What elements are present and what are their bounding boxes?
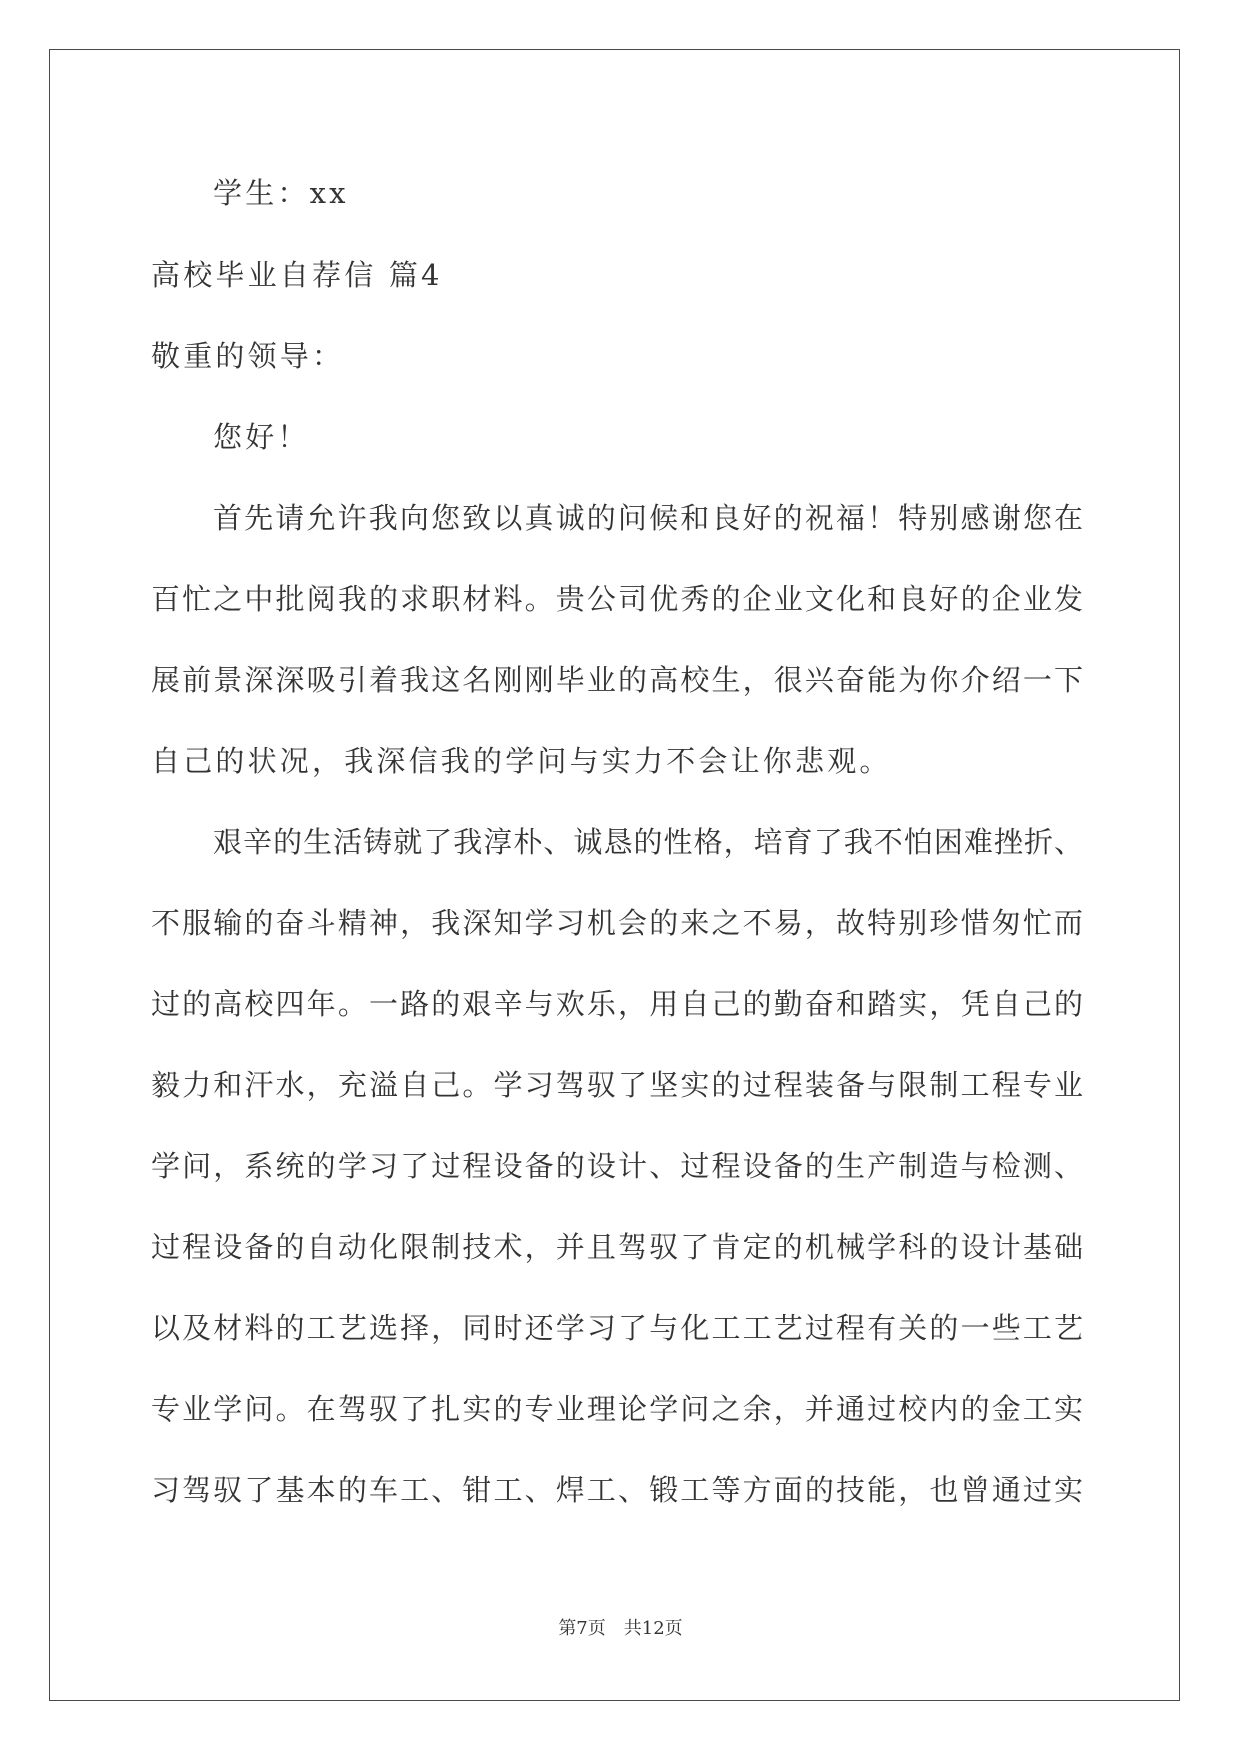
paragraph-1-line-1: 首先请允许我向您致以真诚的问候和良好的祝福！特别感谢您在	[213, 501, 1083, 535]
paragraph-2-line-1: 艰辛的生活铸就了我淳朴、诚恳的性格，培育了我不怕困难挫折、	[213, 825, 1083, 859]
paragraph-2-line-8: 专业学问。在驾驭了扎实的专业理论学问之余，并通过校内的金工实	[151, 1392, 1083, 1426]
page-border	[49, 49, 1180, 1701]
page-footer	[0, 1617, 1241, 1641]
paragraph-2-line-2: 不服输的奋斗精神，我深知学习机会的来之不易，故特别珍惜匆忙而	[151, 906, 1083, 940]
paragraph-2-line-7: 以及材料的工艺选择，同时还学习了与化工工艺过程有关的一些工艺	[151, 1311, 1083, 1345]
paragraph-2-line-9: 习驾驭了基本的车工、钳工、焊工、锻工等方面的技能，也曾通过实	[151, 1473, 1083, 1507]
paragraph-1-line-4: 自己的状况，我深信我的学问与实力不会让你悲观。	[151, 744, 892, 778]
paragraph-2-line-6: 过程设备的自动化限制技术，并且驾驭了肯定的机械学科的设计基础	[151, 1230, 1083, 1264]
paragraph-1-line-3: 展前景深深吸引着我这名刚刚毕业的高校生，很兴奋能为你介绍一下	[151, 663, 1083, 697]
student-signature: 学生：xx	[213, 176, 349, 210]
greeting: 您好！	[213, 420, 310, 454]
page-number-total: 共12页	[623, 1618, 683, 1639]
paragraph-2-line-3: 过的高校四年。一路的艰辛与欢乐，用自己的勤奋和踏实，凭自己的	[151, 987, 1083, 1021]
section-heading: 高校毕业自荐信 篇4	[151, 258, 443, 292]
page-number-current: 第7页	[558, 1618, 606, 1639]
paragraph-2-line-5: 学问，系统的学习了过程设备的设计、过程设备的生产制造与检测、	[151, 1149, 1083, 1183]
paragraph-2-line-4: 毅力和汗水，充溢自己。学习驾驭了坚实的过程装备与限制工程专业	[151, 1068, 1083, 1102]
salutation: 敬重的领导：	[151, 339, 345, 373]
paragraph-1-line-2: 百忙之中批阅我的求职材料。贵公司优秀的企业文化和良好的企业发	[151, 582, 1083, 616]
